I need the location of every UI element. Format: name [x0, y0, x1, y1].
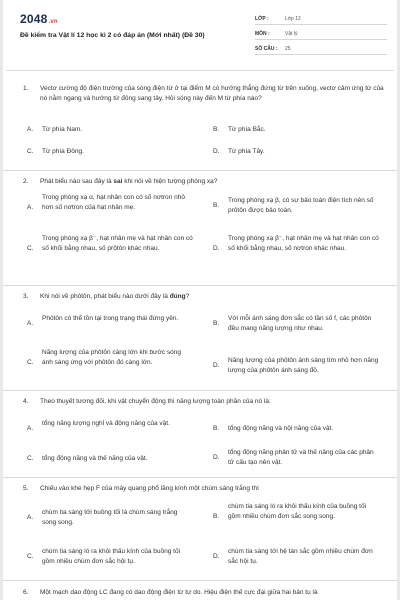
header-divider [6, 70, 394, 71]
option-text: chùm tia sáng tới hệ tán sắc gồm nhiều chùm đơn sắc hội tụ. [228, 548, 373, 565]
option-letter: D. [213, 148, 220, 155]
option-text: chùm tia sáng ló ra khỏi thấu kính của buồng tối gồm nhiều chùm đơn sắc hội tụ. [42, 548, 181, 565]
option-letter: B. [213, 425, 220, 432]
logo-suffix: .vn [48, 19, 58, 25]
document-title: Đề kiểm tra Vật lí 12 học kì 2 có đáp án (Mới nhất) (Đề 30) [20, 32, 205, 39]
option-letter: B. [213, 202, 220, 209]
option-letter: C. [27, 148, 34, 155]
option-text: chùm tia sáng ló ra khỏi thấu kính của buồng tối gồm nhiều chùm đơn sắc song song. [228, 503, 367, 520]
option-letter: D. [213, 362, 220, 369]
site-logo[interactable] [20, 12, 58, 26]
question-text [40, 177, 385, 187]
question-list [3, 78, 397, 600]
stem-emphasis: đúng [169, 293, 186, 300]
document-header [3, 0, 397, 70]
option-text: Trong phóng xạ β, có sự bảo toàn điện tích nên số prôtôn được bảo toàn. [228, 197, 374, 214]
option-letter: B. [213, 513, 220, 520]
option-letter: A. [27, 514, 34, 521]
option-text: tổng động năng và thế năng của vật. [42, 455, 148, 462]
question-2 [3, 171, 397, 286]
question-number: 4. [23, 398, 29, 405]
question-number: 6. [23, 589, 29, 596]
logo-main: 2048 [20, 12, 48, 26]
question-text [40, 292, 385, 302]
question-6 [3, 581, 397, 600]
option-letter: B. [213, 126, 220, 133]
option-text: Năng lượng của phôtôn ánh sáng tím nhỏ hơn năng lượng của phôtôn ánh sáng đỏ. [228, 357, 379, 374]
option-text: Trong phóng xạ β⁻, hạt nhân mẹ và hạt nhân con có số khối bằng nhau, số prôtôn khác nhau. [42, 235, 193, 252]
meta-label: MÔN : [255, 31, 270, 37]
option-letter: C. [27, 359, 34, 366]
stem-part: Khi nói về phôtôn, phát biểu nào dưới đây là [40, 293, 170, 300]
question-number: 2. [23, 178, 29, 185]
option-letter: A. [27, 425, 34, 432]
option-letter: C. [27, 455, 34, 462]
option-letter: D. [213, 553, 220, 560]
meta-label: LỚP : [255, 16, 269, 22]
question-text: Theo thuyết tương đối, khi vật chuyển động thì năng lượng toàn phần của nó là: [40, 398, 271, 405]
option-text: tổng năng lượng nghỉ và động năng của vật. [42, 420, 170, 427]
meta-row-count [255, 40, 387, 55]
option-text: tổng động năng và nội năng của vật. [228, 425, 334, 432]
option-text: Năng lượng của phôtôn càng lớn khi bước sóng ánh sáng ứng với phôtôn đó càng lớn. [42, 349, 181, 366]
option-text: tổng động năng phân tử và thế năng của các phân tử cấu tạo nên vật. [228, 449, 374, 466]
meta-value: 25 [285, 46, 291, 52]
option-text: Từ phía Tây. [228, 148, 265, 155]
question-number: 5. [23, 485, 29, 492]
question-number: 3. [23, 293, 29, 300]
stem-part: khi nói về hiện tượng phóng xạ? [122, 178, 218, 185]
option-text: Trong phóng xạ α, hạt nhân con có số nơtron nhỏ hơn số nơtron của hạt nhân mẹ. [42, 194, 185, 211]
option-letter: A. [27, 204, 34, 211]
question-text: Chiếu vào khe hẹp F của máy quang phổ lăng kính một chùm sáng trắng thì [40, 485, 259, 492]
question-number: 1. [23, 85, 29, 92]
option-letter: D. [213, 245, 220, 252]
meta-table [255, 10, 387, 55]
option-letter: A. [27, 320, 34, 327]
option-letter: A. [27, 126, 34, 133]
meta-label: SỐ CÂU : [255, 46, 278, 52]
option-letter: D. [213, 454, 220, 461]
question-1 [3, 78, 397, 171]
option-text: Phôtôn có thể tồn tại trong trạng thái đứng yên. [42, 315, 179, 322]
document-page [3, 0, 397, 600]
question-text: Vectơ cường độ điện trường của sóng điện từ ở tại điểm M có hướng thẳng đứng từ trên xuống, vectơ cảm ứng từ của nó nằm ngang và hướng từ đông sang tây. Hỏi sóng này đến M từ phía nào? [40, 85, 384, 102]
question-text: Một mạch dao động LC đang có dao động điện từ tự do. Hiệu điện thế cực đại giữa hai bản tụ là [40, 589, 318, 596]
stem-emphasis: sai [113, 178, 123, 185]
question-3 [3, 286, 397, 391]
option-letter: C. [27, 245, 34, 252]
question-5 [3, 478, 397, 581]
question-4 [3, 391, 397, 478]
option-text: Từ phía Nam. [42, 126, 83, 133]
meta-value: Lớp 12 [285, 16, 301, 22]
meta-row-subject [255, 25, 387, 40]
option-text: Từ phía Bắc. [228, 126, 266, 133]
meta-value: Vật lý [285, 31, 298, 37]
meta-row-class [255, 10, 387, 25]
option-text: chùm tia sáng tới buồng tối là chùm sáng trắng song song. [42, 509, 178, 526]
stem-part: ? [185, 293, 190, 300]
option-text: Trong phóng xạ β⁻, hạt nhân mẹ và hạt nhân con có số khối bằng nhau, số nơtron khác nhau. [228, 235, 379, 252]
option-letter: B. [213, 320, 220, 327]
option-text: Từ phía Đông. [42, 148, 84, 155]
option-letter: C. [27, 553, 34, 560]
stem-part: Phát biểu nào sau đây là [40, 178, 114, 185]
option-text: Với mỗi ánh sáng đơn sắc có tần số f, các phôtôn đều mang năng lượng như nhau. [228, 315, 372, 332]
